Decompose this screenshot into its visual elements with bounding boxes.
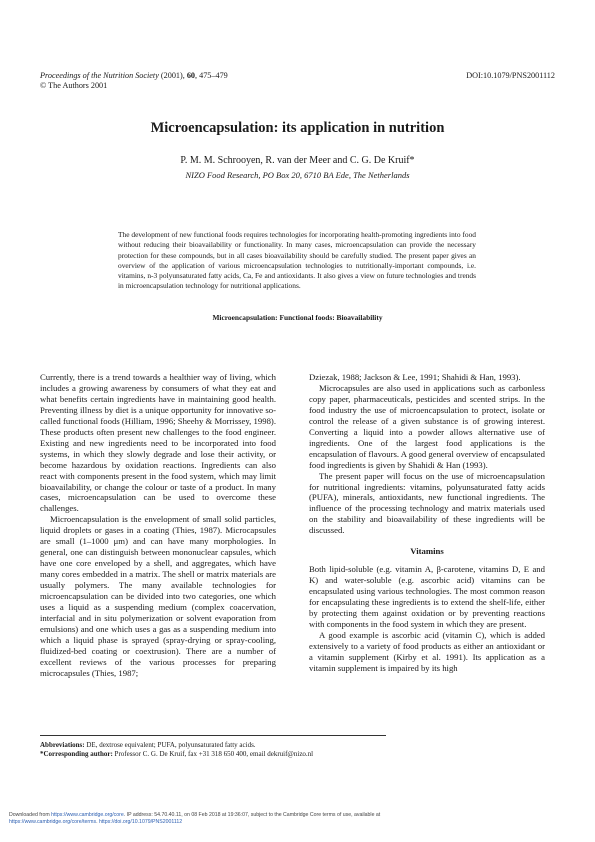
footnote-label: Abbreviations:	[40, 741, 85, 749]
body-column-left	[40, 372, 276, 679]
author-affiliation: NIZO Food Research, PO Box 20, 6710 BA Ede, The Netherlands	[185, 170, 410, 180]
paragraph: Both lipid-soluble (e.g. vitamin A, β-carotene, vitamins D, E and K) and water-soluble (e.g. ascorbic acid) vitamins can be encapsulated using various technologies. The most common reason for encapsulating these ingredients is to extend the shelf-life, either by protecting them against oxidation or by preventing reactions with components in the food system in which they are present.	[309, 564, 545, 630]
journal-name: Proceedings of the Nutrition Society	[40, 71, 159, 80]
copyright-line: © The Authors 2001	[40, 81, 108, 90]
footnote-abbreviations	[40, 741, 560, 750]
abstract: The development of new functional foods requires technologies for incorporating health-promoting ingredients into food without reducing their bioavailability or functionality. In many cases, microencapsulation can provide the necessary protection for these compounds, but in all cases bioavailability should be carefully studied. The present paper gives an overview of the application of various microencapsulation technologies to nutritionally-important compounds, i.e. vitamins, n-3 polyunsaturated fatty acids, Ca, Fe and antioxidants. It also gives a view on future technologies and trends in microencapsulation technology for nutritional applications.	[118, 230, 476, 291]
citation-year: (2001),	[158, 71, 187, 80]
body-column-right	[309, 372, 545, 674]
download-notice	[9, 812, 589, 826]
author-list: P. M. M. Schrooyen, R. van der Meer and C. G. De Kruif*	[180, 155, 415, 166]
article-title: Microencapsulation: its application in nutrition	[150, 120, 445, 136]
download-info: . IP address: 54.70.40.11, on 08 Feb 2018 at 19:36:07, subject to the Cambridge Core terms of use, available at	[123, 812, 381, 818]
volume-number: 60	[186, 71, 196, 80]
footnote-corresponding	[40, 750, 560, 759]
footnote-label: *Corresponding author:	[40, 750, 113, 758]
footnote-text: DE, dextrose equivalent; PUFA, polyunsaturated fatty acids.	[84, 741, 256, 749]
cambridge-core-link[interactable]: https://www.cambridge.org/core	[51, 812, 124, 818]
doi-link[interactable]: https://doi.org/10.1079/PNS2001112	[98, 819, 183, 826]
doi-label[interactable]: DOI:10.1079/PNS2001112	[466, 71, 555, 80]
page-range: , 475–479	[195, 71, 228, 80]
section-heading: Vitamins	[410, 546, 444, 557]
journal-header	[40, 71, 228, 81]
footnote-text: Professor C. G. De Kruif, fax +31 318 650 400, email dekruif@nizo.nl	[112, 750, 314, 758]
paragraph: Microcapsules are also used in applications such as carbonless copy paper, pharmaceuticals, pesticides and scented strips. In the food industry the use of microencapsulation to protect, isolate or control the release of a given substance is of growing interest. Converting a liquid into a powder allows alternative use of ingredients. One of the largest food applications is the encapsulation of flavours. A good general overview of encapsulated food ingredients is given by Shahidi & Han (1993).	[309, 382, 545, 470]
keywords: Microencapsulation: Functional foods: Bioavailability	[212, 313, 383, 322]
footnote-rule	[40, 735, 386, 736]
paragraph: Dziezak, 1988; Jackson & Lee, 1991; Shahidi & Han, 1993).	[309, 372, 521, 382]
terms-link[interactable]: https://www.cambridge.org/core/terms	[9, 819, 97, 826]
paragraph: A good example is ascorbic acid (vitamin C), which is added extensively to a variety of food products as either an antioxidant or a vitamin supplement (Kirby et al. 1991). Its application as a vitamin supplement is impaired by its high	[309, 629, 545, 673]
paragraph: Currently, there is a trend towards a healthier way of living, which includes a growing awareness by consumers of what they eat and what benefits certain ingredients have in maintaining good health. Preventing illness by diet is a unique opportunity for innovative so-called functional foods (Hilliam, 1996; Sheehy & Morrissey, 1998). These products often present new challenges to the food engineer. Existing and new ingredients need to be incorporated into food systems, in which they slowly degrade and lose their activity, or become hazardous by oxidation reactions. Ingredients can also react with components present in the food system, which may limit bioavailability, or change the colour or taste of a product. In many cases, microencapsulation can be used to overcome these challenges.	[40, 372, 276, 514]
paragraph: Microencapsulation is the envelopment of small solid particles, liquid droplets or gases in a coating (Thies, 1987). Microcapsules are small (1–1000 μm) and can have many morphologies. In general, one can distinguish between mononuclear capsules, which have one core enveloped by a shell, and aggregates, which have many cores embedded in a matrix. The shell or matrix materials are usually polymers. The many available technologies for microencapsulation can be divided into two categories, one which uses a liquid as a suspending medium (complex coacervation, interfacial and in situ polymerization or solvent evaporation from emulsions) and one which uses a gas as a suspending medium into which a liquid phase is sprayed (spray-drying or spray-cooling, fluidized-bed coating or coextrusion). There are a number of excellent reviews of the various processes for preparing microcapsules (Thies, 1987;	[40, 514, 276, 678]
paragraph: The present paper will focus on the use of microencapsulation for nutritional ingredients: vitamins, polyunsaturated fatty acids (PUFA), minerals, antioxidants, new functional ingredients. The influence of the processing technology and matrix materials used on the stability and bioavailability of these ingredients will be discussed.	[309, 470, 545, 536]
separator: .	[96, 819, 99, 826]
download-prefix: Downloaded from	[9, 812, 52, 818]
